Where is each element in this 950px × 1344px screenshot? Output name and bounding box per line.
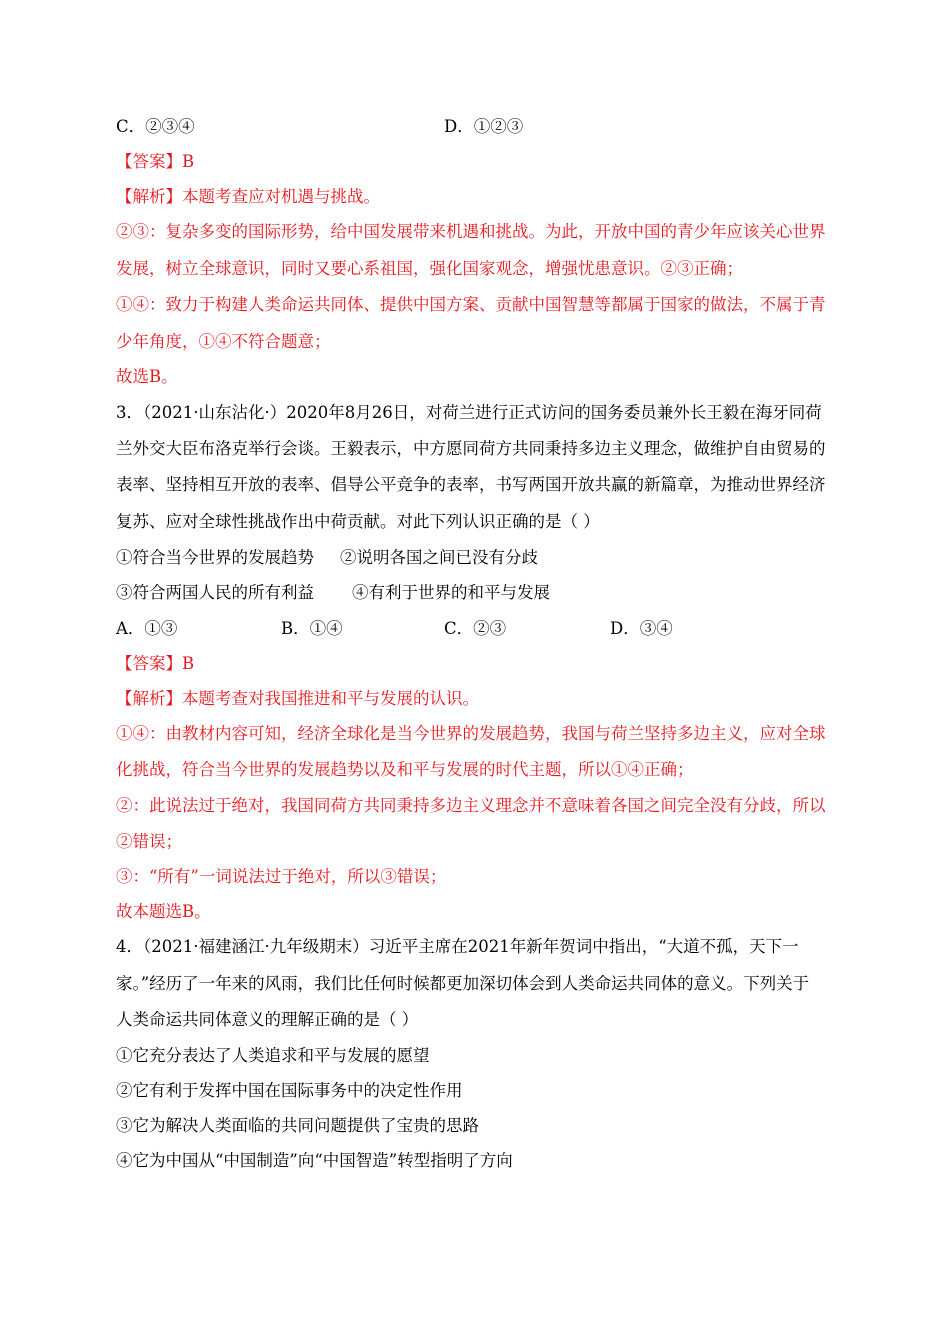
q4-stem-1: 4．（2021·福建涵江·九年级期末）习近平主席在2021年新年贺词中指出，“大道不孤，天下一 [116,937,799,956]
q3-analysis-2a: ②：此说法过于绝对，我国同荷方共同秉持多边主义理念并不意味着各国之间完全没有分歧，所以 [116,796,826,815]
q4-item-1: ①它充分表达了人类追求和平与发展的愿望 [116,1046,430,1065]
q3-stem-3: 表率、坚持相互开放的表率、倡导公平竞争的表率，书写两国开放共赢的新篇章，为推动世界经济 [116,475,826,494]
q3-item-2: ②说明各国之间已没有分歧 [340,548,538,567]
q2-analysis-1a: ②③：复杂多变的国际形势，给中国发展带来机遇和挑战。为此，开放中国的青少年应该关心世界 [116,222,826,241]
q2-option-d: D．①②③ [444,117,524,136]
q3-item-4: ④有利于世界的和平与发展 [352,583,550,602]
q2-option-c: C．②③④ [116,117,195,136]
q2-analysis-1b: 发展，树立全球意识，同时又要心系祖国，强化国家观念，增强忧患意识。②③正确； [116,259,743,278]
q2-analysis-2a: ①④：致力于构建人类命运共同体、提供中国方案、贡献中国智慧等都属于国家的做法，不属于青 [116,295,826,314]
q4-stem-3: 人类命运共同体意义的理解正确的是（ ） [116,1010,419,1029]
q3-option-d: D．③④ [610,619,673,638]
q3-analysis-1b: 化挑战，符合当今世界的发展趋势以及和平与发展的时代主题，所以①④正确； [116,760,694,779]
q3-analysis-1a: ①④：由教材内容可知，经济全球化是当今世界的发展趋势，我国与荷兰坚持多边主义，应对全球 [116,724,826,743]
q3-item-3: ③符合两国人民的所有利益 [116,583,314,602]
q3-option-a: A．①③ [116,619,178,638]
q3-option-c: C．②③ [444,619,507,638]
q2-analysis-head: 【解析】本题考查应对机遇与挑战。 [116,187,380,206]
q2-answer: 【答案】B [116,152,195,171]
q4-item-4: ④它为中国从“中国制造”向“中国智造”转型指明了方向 [116,1151,513,1170]
q2-conclusion: 故选B。 [116,367,178,386]
q3-stem-1: 3．（2021·山东沾化·）2020年8月26日，对荷兰进行正式访问的国务委员兼外长王毅在海牙同荷 [116,403,822,422]
q3-analysis-3: ③：“所有”一词说法过于绝对，所以③错误； [116,867,447,886]
q3-answer: 【答案】B [116,654,195,673]
q2-analysis-2b: 少年角度，①④不符合题意； [116,332,331,351]
q4-stem-2: 家。”经历了一年来的风雨，我们比任何时候都更加深切体会到人类命运共同体的意义。下列关于 [116,974,810,993]
q3-analysis-2b: ②错误； [116,832,182,851]
q4-item-3: ③它为解决人类面临的共同问题提供了宝贵的思路 [116,1116,479,1135]
q3-item-1: ①符合当今世界的发展趋势 [116,548,314,567]
q3-conclusion: 故本题选B。 [116,902,211,921]
q3-analysis-head: 【解析】本题考查对我国推进和平与发展的认识。 [116,689,479,708]
q3-option-b: B．①④ [281,619,343,638]
q3-stem-2: 兰外交大臣布洛克举行会谈。王毅表示，中方愿同荷方共同秉持多边主义理念，做维护自由贸易的 [116,439,826,458]
q4-item-2: ②它有利于发挥中国在国际事务中的决定性作用 [116,1081,463,1100]
q3-stem-4: 复苏、应对全球性挑战作出中荷贡献。对此下列认识正确的是（ ） [116,512,600,531]
